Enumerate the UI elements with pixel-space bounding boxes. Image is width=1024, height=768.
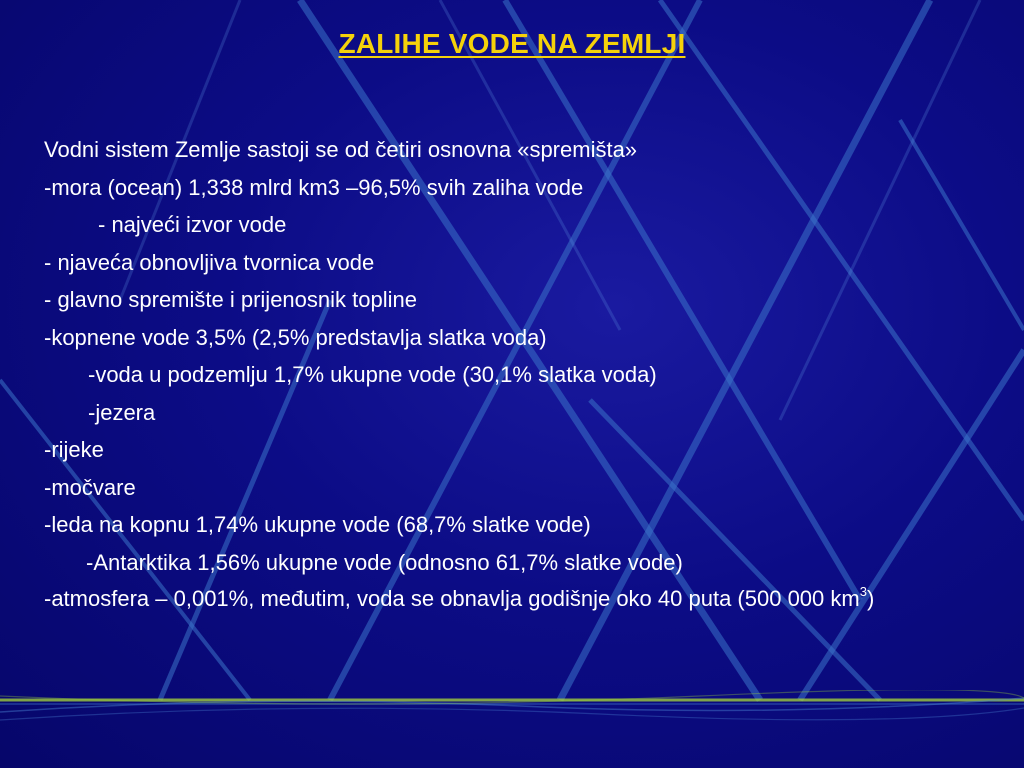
text-line-atmosphere-main: -atmosfera – 0,001%, međutim, voda se obnavlja godišnje oko 40 puta (500 000 km [44,586,860,611]
text-line: -Antarktika 1,56% ukupne vode (odnosno 61,7% slatke vode) [86,549,683,575]
text-line: -kopnene vode 3,5% (2,5% predstavlja slatka voda) [44,324,547,350]
text-line-atmosphere [44,584,994,613]
text-line: Vodni sistem Zemlje sastoji se od četiri osnovna «spremišta» [44,137,638,162]
slide-title: ZALIHE VODE NA ZEMLJI [338,28,686,59]
text-line: -močvare [44,474,136,500]
text-line-atmosphere-end: ) [866,586,875,611]
text-line: -mora (ocean) 1,338 mlrd km3 –96,5% svih zaliha vode [44,174,584,200]
text-line: - glavno spremište i prijenosnik topline [44,287,417,312]
superscript-exponent: 3 [859,583,867,599]
text-line: - najveći izvor vode [98,212,287,237]
text-line: - njaveća obnovljiva tvornica vode [44,249,375,275]
text-line: -rijeke [44,437,104,462]
footer-decoration [0,690,1024,768]
text-line: -leda na kopnu 1,74% ukupne vode (68,7% slatke vode) [44,512,591,537]
text-line: -jezera [88,399,156,425]
text-line: -voda u podzemlju 1,7% ukupne vode (30,1% slatka voda) [88,362,657,387]
slide-body [44,131,994,613]
